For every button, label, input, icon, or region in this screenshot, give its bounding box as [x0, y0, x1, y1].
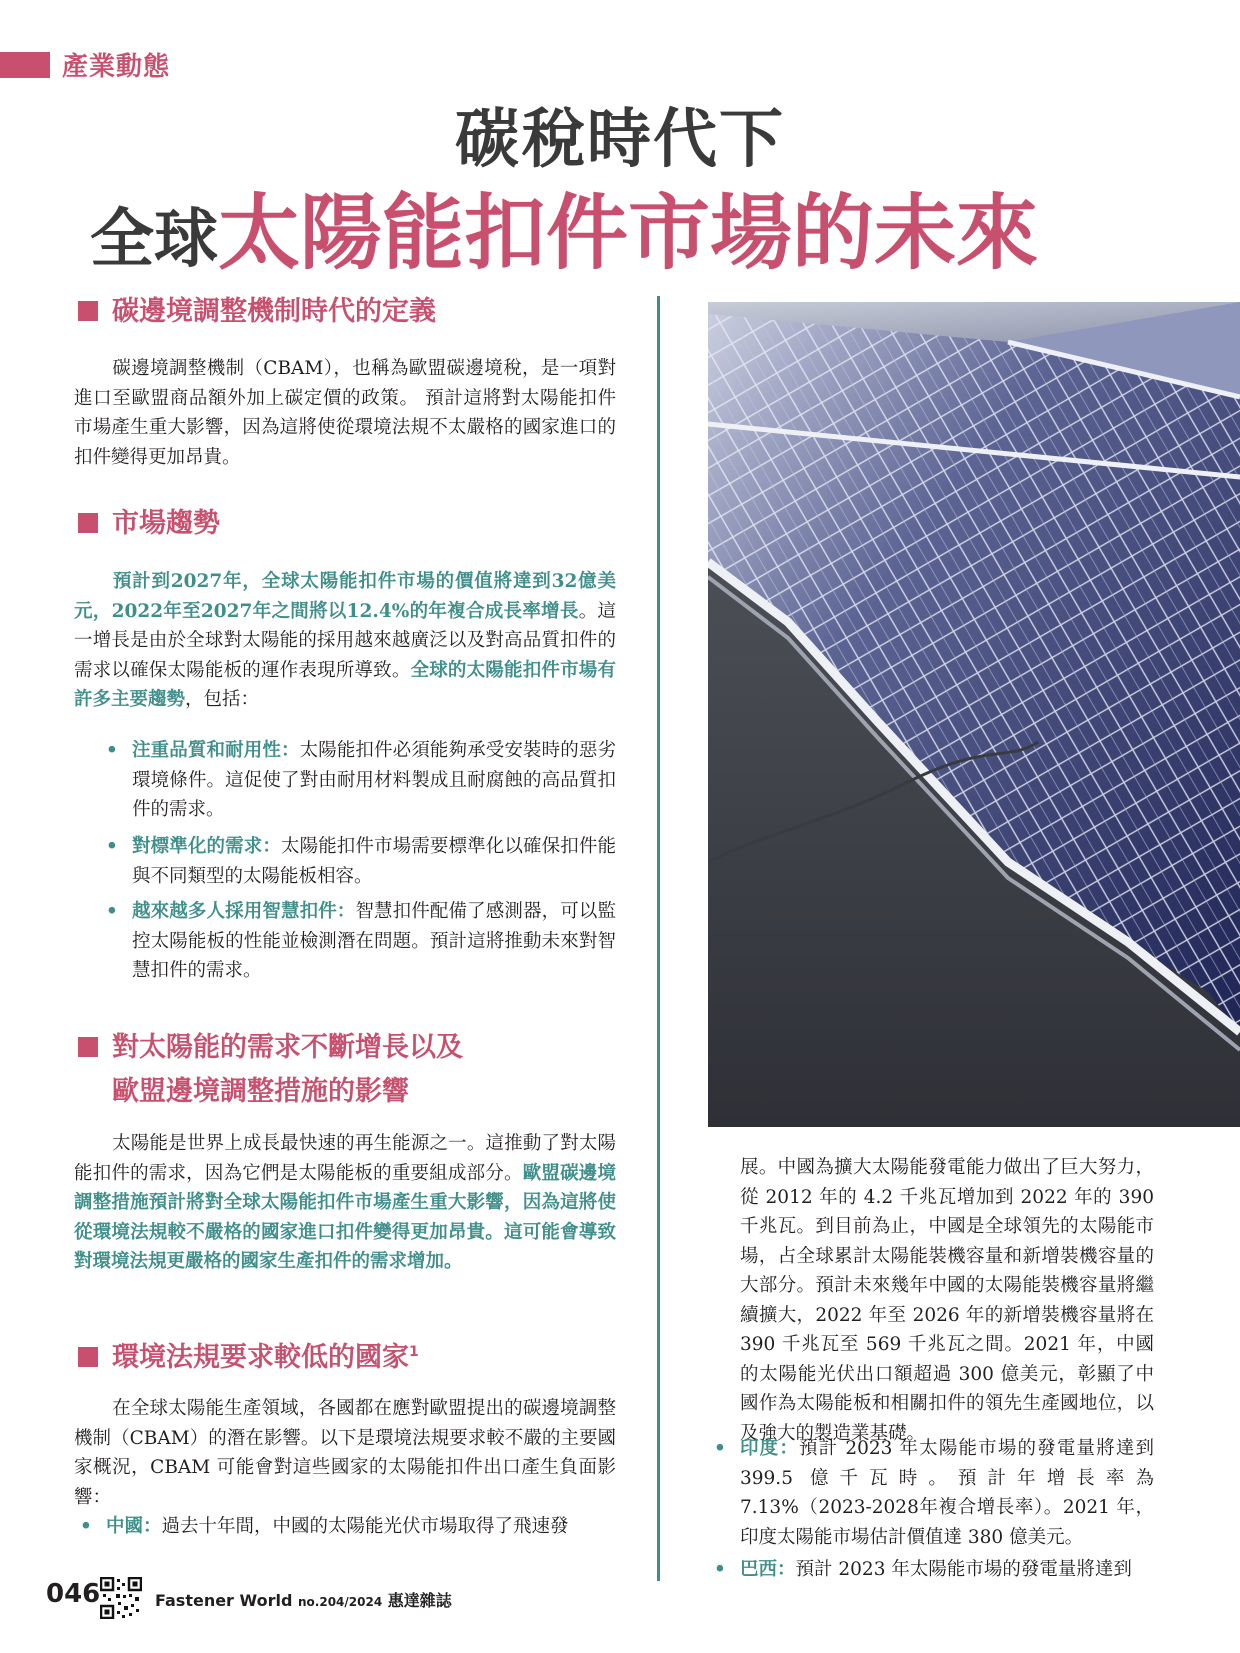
india-label: 印度： — [740, 1438, 799, 1459]
title-highlight: 太陽能扣件市場的未來 — [218, 186, 1039, 281]
brazil-text: 預計 2023 年太陽能市場的發電量將達到 — [795, 1559, 1132, 1580]
bullet-icon: • — [714, 1559, 726, 1580]
title-prefix: 全球 — [90, 203, 218, 277]
list-item — [106, 832, 616, 891]
bullet-icon: • — [80, 1516, 92, 1537]
bullet-icon: • — [106, 901, 118, 922]
heading-demand — [78, 1026, 638, 1114]
heading-demand-line-1: 對太陽能的需求不斷增長以及 — [112, 1032, 463, 1063]
demand-highlight: 歐盟碳邊境調整措施預計將對全球太陽能扣件市場產生重大影響，因為這將使從環境法規較不嚴格的國家進口扣件變得更加昂貴。這可能會導致對環境法規更嚴格的國家生產扣件的需求增加。 — [74, 1162, 616, 1272]
china-text: 過去十年間，中國的太陽能光伏市場取得了飛速發 — [161, 1516, 569, 1537]
heading-trends-text: 市場趨勢 — [112, 508, 220, 539]
bullet-label: 對標準化的需求： — [132, 836, 281, 857]
page-number: 046 — [46, 1579, 101, 1609]
heading-square-icon — [78, 513, 98, 533]
paragraph-china-continued — [740, 1153, 1154, 1448]
title-line-1: 碳稅時代下 — [455, 103, 785, 177]
demand-text: 太陽能是世界上成長最快速的再生能源之一。這推動了對太陽能扣件的需求，因為它們是太陽能板的重要組成部分。 — [74, 1133, 616, 1184]
list-item-brazil — [714, 1555, 1154, 1585]
heading-square-icon — [78, 1347, 98, 1367]
bullet-label: 注重品質和耐用性： — [132, 740, 300, 761]
magazine-info — [155, 1588, 452, 1611]
china-continued-text: 展。中國為擴大太陽能發電能力做出了巨大努力，從 2012 年的 4.2 千兆瓦增加到 2022 年的 390 千兆瓦。到目前為止，中國是全球領先的太陽能市場，占全球累計太陽能裝機容量和新增裝機容量的大部分。預計未來幾年中國的太陽能裝機容量將繼續擴大，2022 年至 2026 年的新增裝機容量將在 390 千兆瓦至 569 千兆瓦之間。2021 年，中國的太陽能光伏出口額超過 300 億美元，彰顯了中國作為太陽能板和相關扣件的領先生產國地位，以及強大的製造業基礎。 — [740, 1157, 1154, 1444]
bullet-icon: • — [106, 836, 118, 857]
qr-code-icon[interactable] — [100, 1577, 142, 1619]
heading-trends — [78, 502, 638, 546]
paragraph-trends — [74, 567, 616, 715]
heading-countries-text: 環境法規要求較低的國家 — [112, 1342, 409, 1373]
list-item — [106, 897, 616, 986]
bullet-label: 越來越多人採用智慧扣件： — [132, 901, 356, 922]
paragraph-cbam — [74, 354, 616, 472]
list-item-india — [714, 1434, 1154, 1552]
bullet-icon: • — [106, 740, 118, 761]
heading-cbam — [78, 290, 638, 334]
bullet-text: 智慧扣件配備了感測器，可以監控太陽能板的性能並檢測潛在問題。預計這將推動未來對智慧扣件的需求。 — [132, 901, 616, 981]
issue-number: no.204/2024 — [298, 1595, 383, 1609]
bullet-text: 太陽能扣件市場需要標準化以確保扣件能與不同類型的太陽能板相容。 — [132, 836, 616, 887]
trends-highlight-1: 預計到2027年，全球太陽能扣件市場的價值將達到32億美元，2022年至2027年之間將以12.4%的年複合成長率增長 — [74, 571, 616, 622]
section-marker — [0, 52, 50, 78]
trends-text: 。這一增長是由於全球對太陽能的採用越來越廣泛以及對高品質扣件的需求以確保太陽能板的運作表現所導致。 — [74, 600, 616, 681]
list-item-china — [80, 1512, 616, 1542]
list-item — [106, 736, 616, 825]
paragraph-countries — [74, 1394, 616, 1512]
section-label: 產業動態 — [62, 52, 171, 82]
solar-panel-photo — [708, 302, 1240, 1127]
trends-text-end: ，包括： — [185, 689, 260, 710]
countries-text: 在全球太陽能生產領域，各國都在應對歐盟提出的碳邊境調整機制（CBAM）的潛在影響。以下是環境法規要求較不嚴的主要國家概況，CBAM 可能會對這些國家的太陽能扣件出口產生負面影響： — [74, 1398, 616, 1508]
bullet-icon: • — [714, 1438, 726, 1459]
heading-demand-line-2: 歐盟邊境調整措施的影響 — [112, 1076, 409, 1107]
bullet-text: 太陽能扣件必須能夠承受安裝時的惡劣環境條件。這促使了對由耐用材料製成且耐腐蝕的高品質扣件的需求。 — [132, 740, 616, 820]
trends-highlight-2: 全球的太陽能扣件市場有許多主要趨勢 — [74, 659, 616, 710]
magazine-name: Fastener World — [155, 1591, 293, 1610]
heading-square-icon — [78, 1037, 98, 1057]
china-label: 中國： — [106, 1516, 162, 1537]
column-divider — [657, 296, 660, 1581]
heading-cbam-text: 碳邊境調整機制時代的定義 — [112, 296, 436, 327]
paragraph-demand — [74, 1129, 616, 1277]
footnote-marker: 1 — [409, 1344, 419, 1360]
heading-square-icon — [78, 301, 98, 321]
paragraph-cbam-text: 碳邊境調整機制（CBAM），也稱為歐盟碳邊境稅，是一項對進口至歐盟商品額外加上碳定價的政策。 預計這將對太陽能扣件市場產生重大影響，因為這將使從環境法規不太嚴格的國家進口的扣件變得更加昂貴。 — [74, 358, 616, 468]
brazil-label: 巴西： — [740, 1559, 796, 1580]
magazine-chinese-name: 惠達雜誌 — [387, 1591, 452, 1610]
india-text: 預計 2023 年太陽能市場的發電量將達到 399.5 億千瓦時。預計年增長率為 7.13%（2023-2028年複合增長率）。2021 年，印度太陽能市場估計價值達 380 億美元。 — [740, 1438, 1154, 1548]
title-line-2 — [90, 168, 1210, 285]
heading-countries — [78, 1330, 638, 1380]
